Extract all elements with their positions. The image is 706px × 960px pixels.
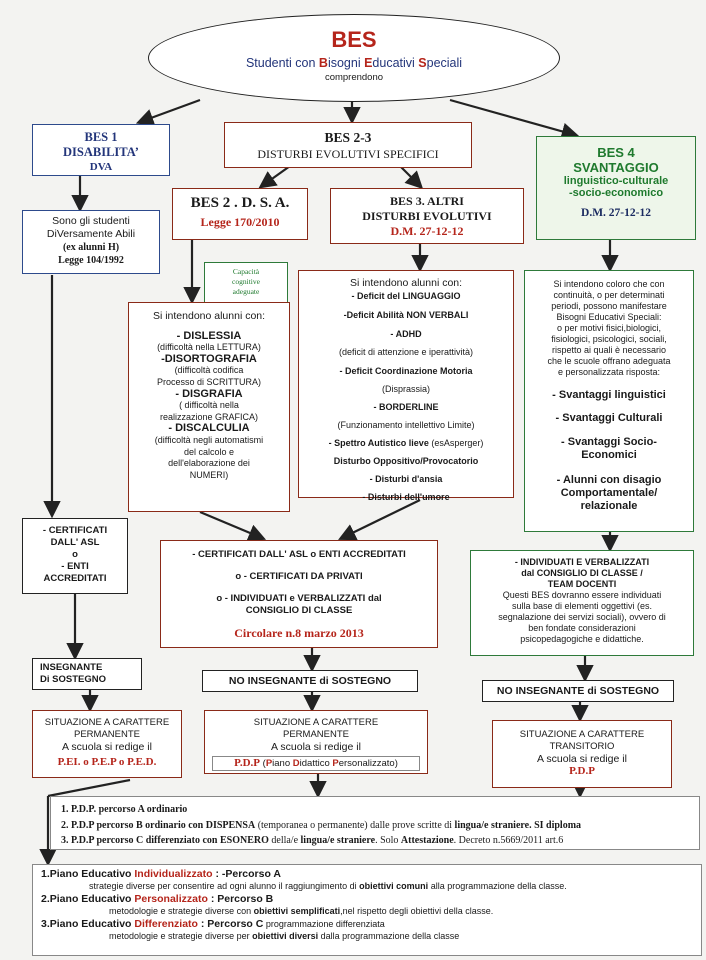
cert2-circolare: Circolare n.8 marzo 2013 — [234, 626, 364, 640]
dsa-box — [172, 188, 308, 240]
sit2-pdp: P.D.P (Piano Didattico Personalizzato) — [212, 756, 420, 771]
dsa-label: BES 2 . D. S. A. — [190, 195, 290, 211]
dsa-discalculia: - DISCALCULIA — [168, 422, 250, 435]
percorso-a: 1. P.D.P. percorso A ordinario — [61, 804, 188, 815]
ins1-2: Di SOSTEGNO — [40, 674, 106, 685]
sit2-box — [204, 710, 428, 774]
altri-list-box — [298, 270, 514, 502]
svantaggio-desc-box — [524, 270, 694, 532]
piano-a-desc: strategie diverse per consentire ad ogni alunno il raggiungimento di obiettivi comuni alla programmazione della classe. — [89, 880, 567, 891]
dsa-disortografia-desc2: Processo di SCRITTURA) — [156, 376, 262, 387]
sit1-3: A scuola si redige il — [62, 741, 152, 753]
bes23-desc: DISTURBI EVOLUTIVI SPECIFICI — [257, 147, 439, 161]
dsa-dislessia-desc: (difficoltà nella LETTURA) — [157, 342, 261, 353]
dsa-legge: Legge 170/2010 — [200, 215, 280, 229]
capacita-2: cognitive — [232, 277, 260, 286]
altri-disprassia: (Disprassia) — [381, 384, 430, 394]
bes4-socio: -socio-economico — [568, 187, 664, 199]
piani-box — [32, 864, 702, 956]
sit1-pei: P.EI. o P.E.P o P.E.D. — [57, 756, 157, 768]
sit2-3: A scuola si redige il — [271, 741, 361, 753]
dsa-disgrafia-desc2: realizzazione GRAFICA) — [159, 411, 259, 422]
arrow-bes23-to-dsa — [262, 166, 290, 186]
dva-desc-ex: (ex alunni H) — [62, 242, 120, 253]
piano-b-desc: metodologie e strategie diverse con obiettivi semplificati,nel rispetto degli obiettivi della classe. — [109, 905, 494, 916]
cert1-2: DALL' ASL — [50, 537, 100, 548]
dsa-disortografia: -DISORTOGRAFIA — [161, 352, 257, 365]
ins3-1: NO INSEGNANTE di SOSTEGNO — [496, 685, 660, 697]
ins2-1: NO INSEGNANTE di SOSTEGNO — [228, 675, 392, 687]
sit1-box — [32, 710, 182, 778]
arrow-altri-to-cert — [342, 500, 420, 538]
dsa-disgrafia: - DISGRAFIA — [175, 387, 243, 400]
piano-c-title: 3.Piano Educativo Differenziato : Percorso C programmazione differenziata — [41, 918, 385, 930]
sit3-1: SITUAZIONE A CARATTERE — [519, 729, 645, 740]
cert3-4: Questi BES dovranno essere individuati — [502, 590, 662, 600]
altri-autistico: - Spettro Autistico lieve (esAsperger) — [328, 438, 484, 448]
ins3-box — [482, 680, 674, 702]
svant-culturali: - Svantaggi Culturali — [555, 412, 663, 424]
piano-b-title: 2.Piano Educativo Personalizzato : Percorso B — [41, 893, 274, 905]
sit3-2: TRANSITORIO — [549, 741, 615, 752]
ins1-box — [32, 658, 142, 690]
piano-c-desc: metodologie e strategie diverse per obiettivi diversi dalla programmazione della classe — [109, 930, 460, 941]
dsa-list-box — [128, 302, 290, 512]
cert2-individuati: o - INDIVIDUATI e VERBALIZZATI dal — [216, 593, 382, 604]
bes4-svantaggio: SVANTAGGIO — [573, 160, 659, 175]
dva-desc-legge: Legge 104/1992 — [58, 255, 124, 266]
arrow-bes-to-bes1 — [140, 100, 200, 122]
svant-4: Bisogni Educativi Speciali: — [556, 312, 662, 322]
svant-7: rispetto ai quali è necessario — [551, 345, 667, 355]
cert3-box — [470, 550, 694, 656]
dva-desc-1: Sono gli studenti — [52, 215, 130, 227]
altri-nonverbali: -Deficit Abilità NON VERBALI — [343, 310, 469, 320]
altri-oppositivo: Disturbo Oppositivo/Provocatorio — [333, 456, 479, 466]
bes1-label: BES 1 — [84, 130, 118, 144]
altri-linguaggio: - Deficit del LINGUAGGIO — [351, 291, 461, 301]
altri-box — [330, 188, 524, 244]
dsa-disgrafia-desc1: ( difficoltà nella — [179, 400, 239, 411]
sit2-2: PERMANENTE — [283, 729, 349, 740]
svant-disagio: - Alunni con disagio — [556, 474, 662, 486]
cert1-enti: - ENTI — [61, 561, 89, 572]
altri-umore: - Disturbi dell'umore — [362, 492, 450, 502]
bes23-label: BES 2-3 — [324, 130, 372, 145]
altri-desc: DISTURBI EVOLUTIVI — [362, 209, 492, 223]
altri-list-intro: Si intendono alunni con: — [349, 277, 463, 289]
svant-1: Si intendono coloro che con — [553, 279, 665, 289]
altri-label: BES 3. ALTRI — [390, 194, 464, 208]
cert3-8: psicopedagogiche e didattiche. — [520, 634, 644, 644]
altri-borderline: - BORDERLINE — [373, 402, 439, 412]
sit3-box — [492, 720, 672, 788]
svant-socio: - Svantaggi Socio- — [561, 436, 657, 448]
arrow-bes23-to-altri — [400, 166, 420, 186]
cert1-accreditati: ACCREDITATI — [43, 573, 107, 584]
bes4-label: BES 4 — [597, 145, 635, 160]
cert1-box — [22, 518, 128, 594]
cert1-o: o — [72, 549, 78, 560]
altri-adhd-desc: (deficit di attenzione e iperattività) — [338, 347, 474, 357]
bes1-disabilita: DISABILITA’ — [63, 145, 139, 159]
bes4-ling: linguistico-culturale — [563, 175, 669, 187]
cert1-1: - CERTIFICATI — [42, 525, 108, 536]
bes-ellipse — [148, 14, 560, 102]
ins2-box — [202, 670, 418, 692]
svant-5: o per motivi fisici,biologici, — [556, 323, 662, 333]
arrow-dsa-to-cert — [200, 512, 262, 538]
altri-ansia: - Disturbi d'ansia — [369, 474, 443, 484]
cert2-consiglio: CONSIGLIO DI CLASSE — [245, 605, 353, 616]
sit3-3: A scuola si redige il — [537, 753, 627, 765]
bes1-dva: DVA — [89, 161, 113, 173]
sit1-1: SITUAZIONE A CARATTERE — [44, 717, 170, 728]
sit2-1: SITUAZIONE A CARATTERE — [253, 717, 379, 728]
cert3-7: ben fondate considerazioni — [528, 623, 636, 633]
capacita-1: Capacità — [232, 267, 260, 276]
dsa-dislessia: - DISLESSIA — [176, 329, 242, 342]
bes-subtitle: Studenti con Bisogni Educativi Speciali — [245, 56, 463, 70]
svant-2: continuità, o per determinati — [553, 290, 665, 300]
percorso-b: 2. P.D.P percorso B ordinario con DISPENSA (temporanea o permanente) dalle prove scritte di lingua/e straniere. SI diploma — [61, 819, 582, 831]
svant-linguistici: - Svantaggi linguistici — [552, 389, 666, 401]
dsa-discalculia-desc3: dell'elaborazione dei — [168, 458, 250, 469]
bes4-dm: D.M. 27-12-12 — [581, 207, 651, 219]
dsa-list-intro: Si intendono alunni con: — [152, 310, 266, 322]
altri-coordinazione: - Deficit Coordinazione Motoria — [339, 366, 473, 376]
bes-title: BES — [331, 27, 377, 52]
altri-adhd: - ADHD — [390, 329, 422, 339]
sit1-2: PERMANENTE — [74, 729, 140, 740]
svant-8: che le scuole offrano adeguata — [547, 356, 671, 366]
dsa-discalculia-desc2: del calcolo e — [183, 446, 235, 457]
svant-economici: Economici — [581, 449, 637, 461]
line-sit1-link — [48, 780, 130, 796]
svant-comportamentale: Comportamentale/ — [560, 487, 658, 499]
bes4-box — [536, 136, 696, 240]
dva-desc-2: DiVersamente Abili — [46, 228, 136, 240]
dsa-discalculia-desc1: (difficoltà negli automatismi — [154, 434, 264, 445]
percorso-c: 3. P.D.P percorso C differenziato con ESONERO della/e lingua/e straniere. Solo Attestazione. Decreto n.5669/2011 art.6 — [61, 835, 564, 846]
cert3-6: segnalazione dei servizi sociali), ovvero di — [498, 612, 666, 622]
dva-desc-box — [22, 210, 160, 274]
sit3-pdp: P.D.P — [569, 765, 595, 777]
altri-dm: D.M. 27-12-12 — [390, 224, 464, 238]
cert3-2: dal CONSIGLIO DI CLASSE / — [521, 568, 643, 578]
bes1-box — [32, 124, 170, 176]
altri-borderline-desc: (Funzionamento intellettivo Limite) — [337, 420, 475, 430]
svant-9: e personalizzata risposta: — [557, 367, 661, 377]
percorsi-box — [50, 796, 700, 850]
cert2-privati: o - CERTIFICATI DA PRIVATI — [235, 571, 363, 582]
capacita-box — [204, 262, 288, 306]
dsa-discalculia-desc4: NUMERI) — [189, 469, 229, 480]
cert3-5: sulla base di elementi oggettivi (es. — [511, 601, 653, 611]
svant-relazionale: relazionale — [580, 500, 638, 512]
svant-6: fisiologici, psicologici, sociali, — [551, 334, 667, 344]
svant-3: periodi, possono manifestare — [551, 301, 667, 311]
dsa-disortografia-desc1: (difficoltà codifica — [174, 365, 244, 376]
cert2-asl: - CERTIFICATI DALL' ASL o ENTI ACCREDITATI — [192, 549, 406, 560]
cert3-3: TEAM DOCENTI — [547, 579, 617, 589]
cert3-1: - INDIVIDUATI E VERBALIZZATI — [514, 557, 650, 567]
bes23-box — [224, 122, 472, 168]
bes-comprendono: comprendono — [324, 72, 384, 83]
piano-a-title: 1.Piano Educativo Individualizzato : -Percorso A — [41, 868, 282, 880]
cert2-box — [160, 540, 438, 648]
capacita-3: adeguate — [232, 287, 260, 296]
ins1-1: INSEGNANTE — [40, 662, 103, 673]
